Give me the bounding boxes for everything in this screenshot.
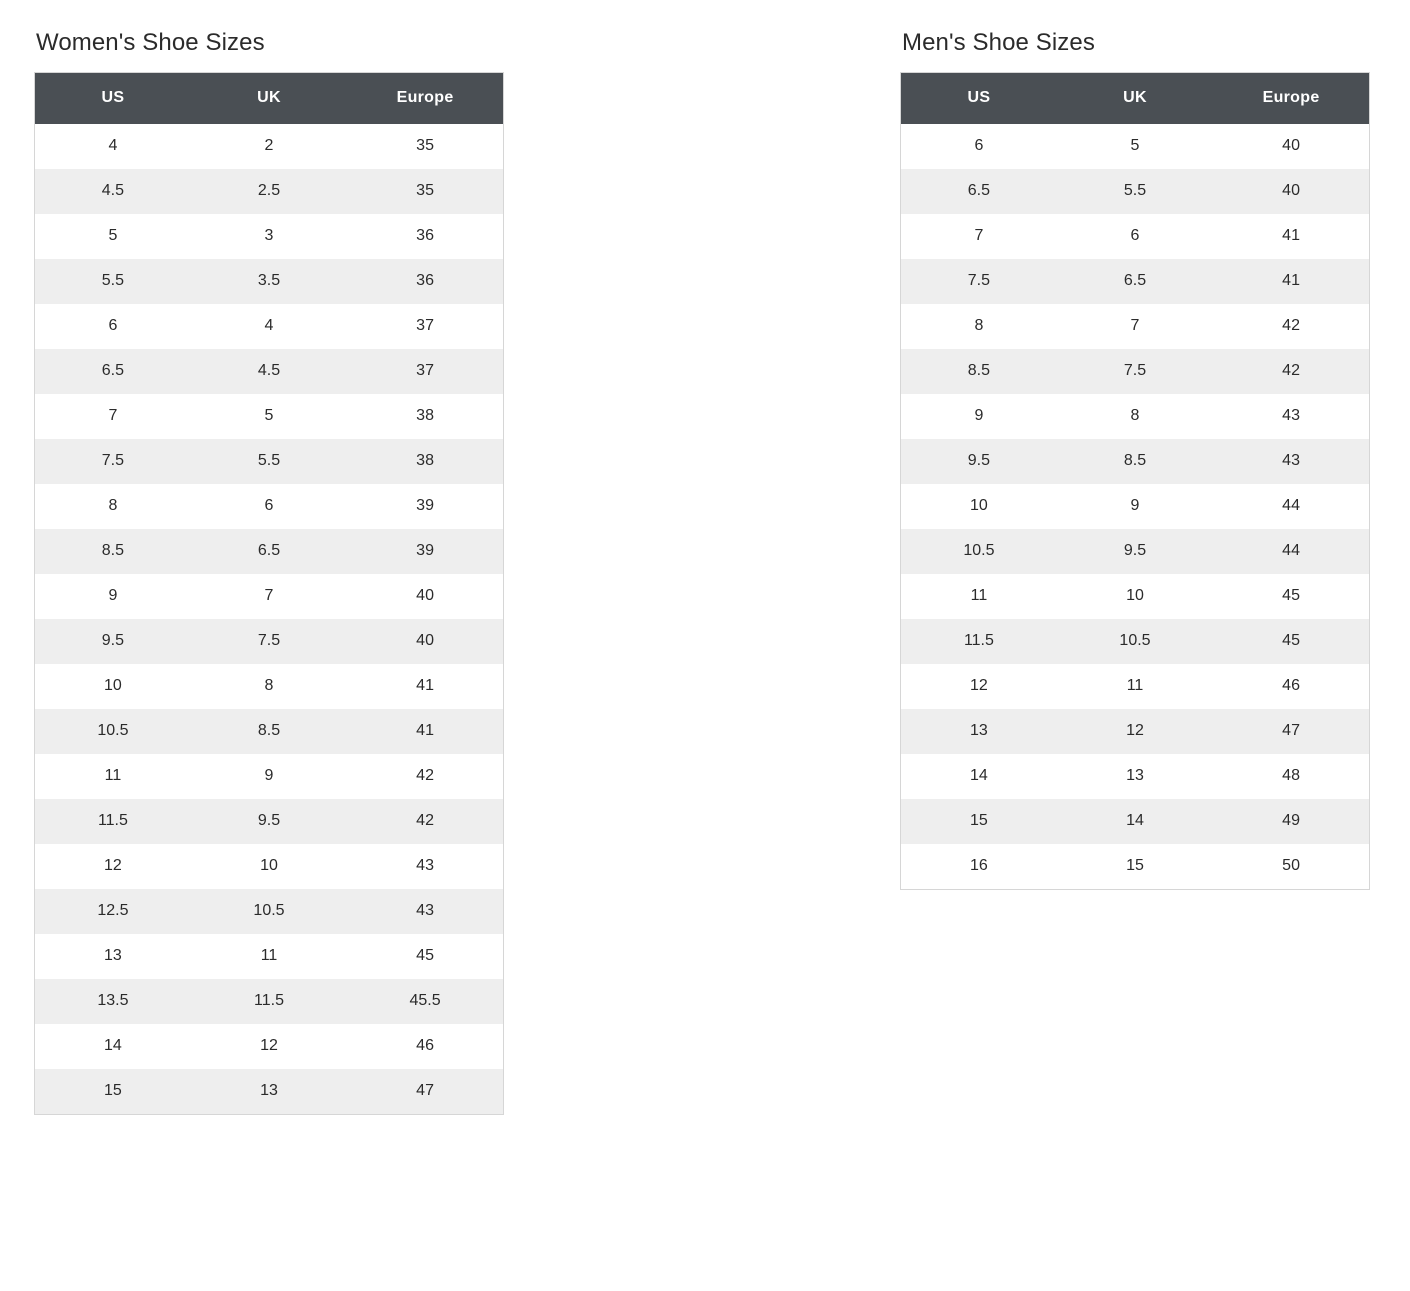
cell-us: 6 [901, 124, 1057, 169]
cell-europe: 45 [1213, 619, 1369, 664]
cell-uk: 6 [1057, 214, 1213, 259]
cell-europe: 35 [347, 124, 503, 169]
table-row [901, 214, 1370, 259]
cell-us: 14 [901, 754, 1057, 799]
womens-size-table [34, 72, 504, 1115]
table-row [901, 304, 1370, 349]
table-row [35, 124, 504, 169]
cell-us: 10 [901, 484, 1057, 529]
cell-europe: 40 [1213, 169, 1369, 214]
cell-europe: 49 [1213, 799, 1369, 844]
cell-europe: 38 [347, 394, 503, 439]
cell-europe: 42 [347, 754, 503, 799]
cell-us: 15 [35, 1069, 191, 1115]
table-row [35, 529, 504, 574]
cell-uk: 7 [1057, 304, 1213, 349]
cell-us: 11 [901, 574, 1057, 619]
mens-size-table-block [900, 30, 1370, 890]
cell-uk: 5.5 [191, 439, 347, 484]
cell-europe: 36 [347, 259, 503, 304]
cell-uk: 6 [191, 484, 347, 529]
cell-uk: 12 [191, 1024, 347, 1069]
cell-europe: 41 [1213, 259, 1369, 304]
table-row [901, 799, 1370, 844]
cell-us: 11.5 [901, 619, 1057, 664]
cell-uk: 10.5 [1057, 619, 1213, 664]
mens-table-header [901, 73, 1370, 125]
cell-uk: 9.5 [191, 799, 347, 844]
cell-europe: 40 [347, 619, 503, 664]
cell-europe: 44 [1213, 529, 1369, 574]
cell-europe: 45 [1213, 574, 1369, 619]
cell-uk: 8 [191, 664, 347, 709]
table-row [901, 619, 1370, 664]
cell-uk: 9 [1057, 484, 1213, 529]
table-row [35, 169, 504, 214]
cell-us: 15 [901, 799, 1057, 844]
cell-uk: 7.5 [1057, 349, 1213, 394]
cell-europe: 37 [347, 349, 503, 394]
cell-uk: 10 [1057, 574, 1213, 619]
column-header-europe: Europe [347, 73, 503, 125]
cell-europe: 40 [347, 574, 503, 619]
table-row [901, 394, 1370, 439]
cell-uk: 9 [191, 754, 347, 799]
table-row [901, 754, 1370, 799]
table-row [35, 394, 504, 439]
table-row [35, 349, 504, 394]
cell-uk: 11.5 [191, 979, 347, 1024]
cell-uk: 7 [191, 574, 347, 619]
cell-us: 8.5 [35, 529, 191, 574]
cell-us: 4.5 [35, 169, 191, 214]
table-row [35, 709, 504, 754]
cell-uk: 6.5 [1057, 259, 1213, 304]
cell-us: 13 [35, 934, 191, 979]
cell-europe: 47 [347, 1069, 503, 1115]
table-header-row [901, 73, 1370, 125]
cell-europe: 42 [1213, 349, 1369, 394]
cell-us: 7 [901, 214, 1057, 259]
cell-us: 4 [35, 124, 191, 169]
table-row [901, 709, 1370, 754]
cell-europe: 45 [347, 934, 503, 979]
cell-europe: 48 [1213, 754, 1369, 799]
table-row [901, 484, 1370, 529]
cell-europe: 47 [1213, 709, 1369, 754]
cell-us: 9 [35, 574, 191, 619]
table-row [901, 574, 1370, 619]
table-row [35, 259, 504, 304]
cell-europe: 41 [1213, 214, 1369, 259]
table-header-row [35, 73, 504, 125]
cell-europe: 41 [347, 664, 503, 709]
table-row [35, 439, 504, 484]
cell-us: 9 [901, 394, 1057, 439]
cell-us: 8 [35, 484, 191, 529]
cell-europe: 50 [1213, 844, 1369, 890]
column-header-europe: Europe [1213, 73, 1369, 125]
cell-uk: 5 [1057, 124, 1213, 169]
cell-us: 9.5 [901, 439, 1057, 484]
cell-us: 12 [901, 664, 1057, 709]
cell-us: 10 [35, 664, 191, 709]
table-row [35, 1024, 504, 1069]
cell-uk: 13 [191, 1069, 347, 1115]
cell-uk: 3 [191, 214, 347, 259]
cell-uk: 9.5 [1057, 529, 1213, 574]
cell-europe: 43 [347, 889, 503, 934]
cell-uk: 4.5 [191, 349, 347, 394]
womens-size-table-block [34, 30, 504, 1115]
table-row [35, 889, 504, 934]
column-header-us: US [901, 73, 1057, 125]
cell-us: 7.5 [35, 439, 191, 484]
cell-europe: 46 [347, 1024, 503, 1069]
table-row [35, 484, 504, 529]
table-row [35, 844, 504, 889]
cell-europe: 37 [347, 304, 503, 349]
mens-size-table [900, 72, 1370, 890]
cell-us: 5 [35, 214, 191, 259]
cell-uk: 8.5 [191, 709, 347, 754]
cell-uk: 2 [191, 124, 347, 169]
cell-europe: 43 [1213, 394, 1369, 439]
cell-uk: 13 [1057, 754, 1213, 799]
table-row [901, 169, 1370, 214]
table-row [901, 529, 1370, 574]
mens-table-body [901, 124, 1370, 890]
cell-europe: 46 [1213, 664, 1369, 709]
table-row [35, 304, 504, 349]
table-row [35, 664, 504, 709]
womens-table-title: Women's Shoe Sizes [36, 29, 265, 56]
cell-europe: 42 [1213, 304, 1369, 349]
cell-us: 11.5 [35, 799, 191, 844]
cell-europe: 39 [347, 484, 503, 529]
table-row [35, 754, 504, 799]
womens-table-body [35, 124, 504, 1115]
column-header-uk: UK [1057, 73, 1213, 125]
cell-europe: 43 [1213, 439, 1369, 484]
cell-us: 6 [35, 304, 191, 349]
cell-us: 5.5 [35, 259, 191, 304]
cell-uk: 2.5 [191, 169, 347, 214]
table-row [901, 259, 1370, 304]
cell-europe: 40 [1213, 124, 1369, 169]
table-row [901, 124, 1370, 169]
cell-us: 10.5 [35, 709, 191, 754]
cell-uk: 15 [1057, 844, 1213, 890]
cell-uk: 5 [191, 394, 347, 439]
cell-europe: 44 [1213, 484, 1369, 529]
cell-europe: 38 [347, 439, 503, 484]
womens-table-header [35, 73, 504, 125]
table-row [35, 799, 504, 844]
cell-uk: 10.5 [191, 889, 347, 934]
cell-europe: 41 [347, 709, 503, 754]
cell-us: 13 [901, 709, 1057, 754]
cell-us: 8 [901, 304, 1057, 349]
cell-us: 16 [901, 844, 1057, 890]
table-row [35, 934, 504, 979]
cell-us: 9.5 [35, 619, 191, 664]
cell-uk: 6.5 [191, 529, 347, 574]
table-row [35, 619, 504, 664]
table-row [35, 979, 504, 1024]
cell-us: 12.5 [35, 889, 191, 934]
cell-uk: 3.5 [191, 259, 347, 304]
column-header-uk: UK [191, 73, 347, 125]
table-row [35, 214, 504, 259]
cell-uk: 4 [191, 304, 347, 349]
table-row [35, 1069, 504, 1115]
cell-uk: 14 [1057, 799, 1213, 844]
cell-us: 12 [35, 844, 191, 889]
cell-uk: 11 [191, 934, 347, 979]
table-row [901, 844, 1370, 890]
table-row [901, 349, 1370, 394]
cell-uk: 7.5 [191, 619, 347, 664]
cell-us: 6.5 [35, 349, 191, 394]
cell-us: 8.5 [901, 349, 1057, 394]
table-row [901, 439, 1370, 484]
cell-us: 7 [35, 394, 191, 439]
cell-uk: 8 [1057, 394, 1213, 439]
table-row [901, 664, 1370, 709]
cell-us: 11 [35, 754, 191, 799]
cell-europe: 45.5 [347, 979, 503, 1024]
cell-europe: 36 [347, 214, 503, 259]
table-row [35, 574, 504, 619]
cell-europe: 35 [347, 169, 503, 214]
cell-uk: 12 [1057, 709, 1213, 754]
cell-uk: 10 [191, 844, 347, 889]
cell-europe: 43 [347, 844, 503, 889]
cell-us: 6.5 [901, 169, 1057, 214]
cell-uk: 11 [1057, 664, 1213, 709]
mens-table-title: Men's Shoe Sizes [902, 29, 1095, 56]
column-header-us: US [35, 73, 191, 125]
cell-europe: 42 [347, 799, 503, 844]
cell-europe: 39 [347, 529, 503, 574]
cell-uk: 8.5 [1057, 439, 1213, 484]
cell-us: 13.5 [35, 979, 191, 1024]
cell-us: 7.5 [901, 259, 1057, 304]
cell-uk: 5.5 [1057, 169, 1213, 214]
cell-us: 14 [35, 1024, 191, 1069]
cell-us: 10.5 [901, 529, 1057, 574]
